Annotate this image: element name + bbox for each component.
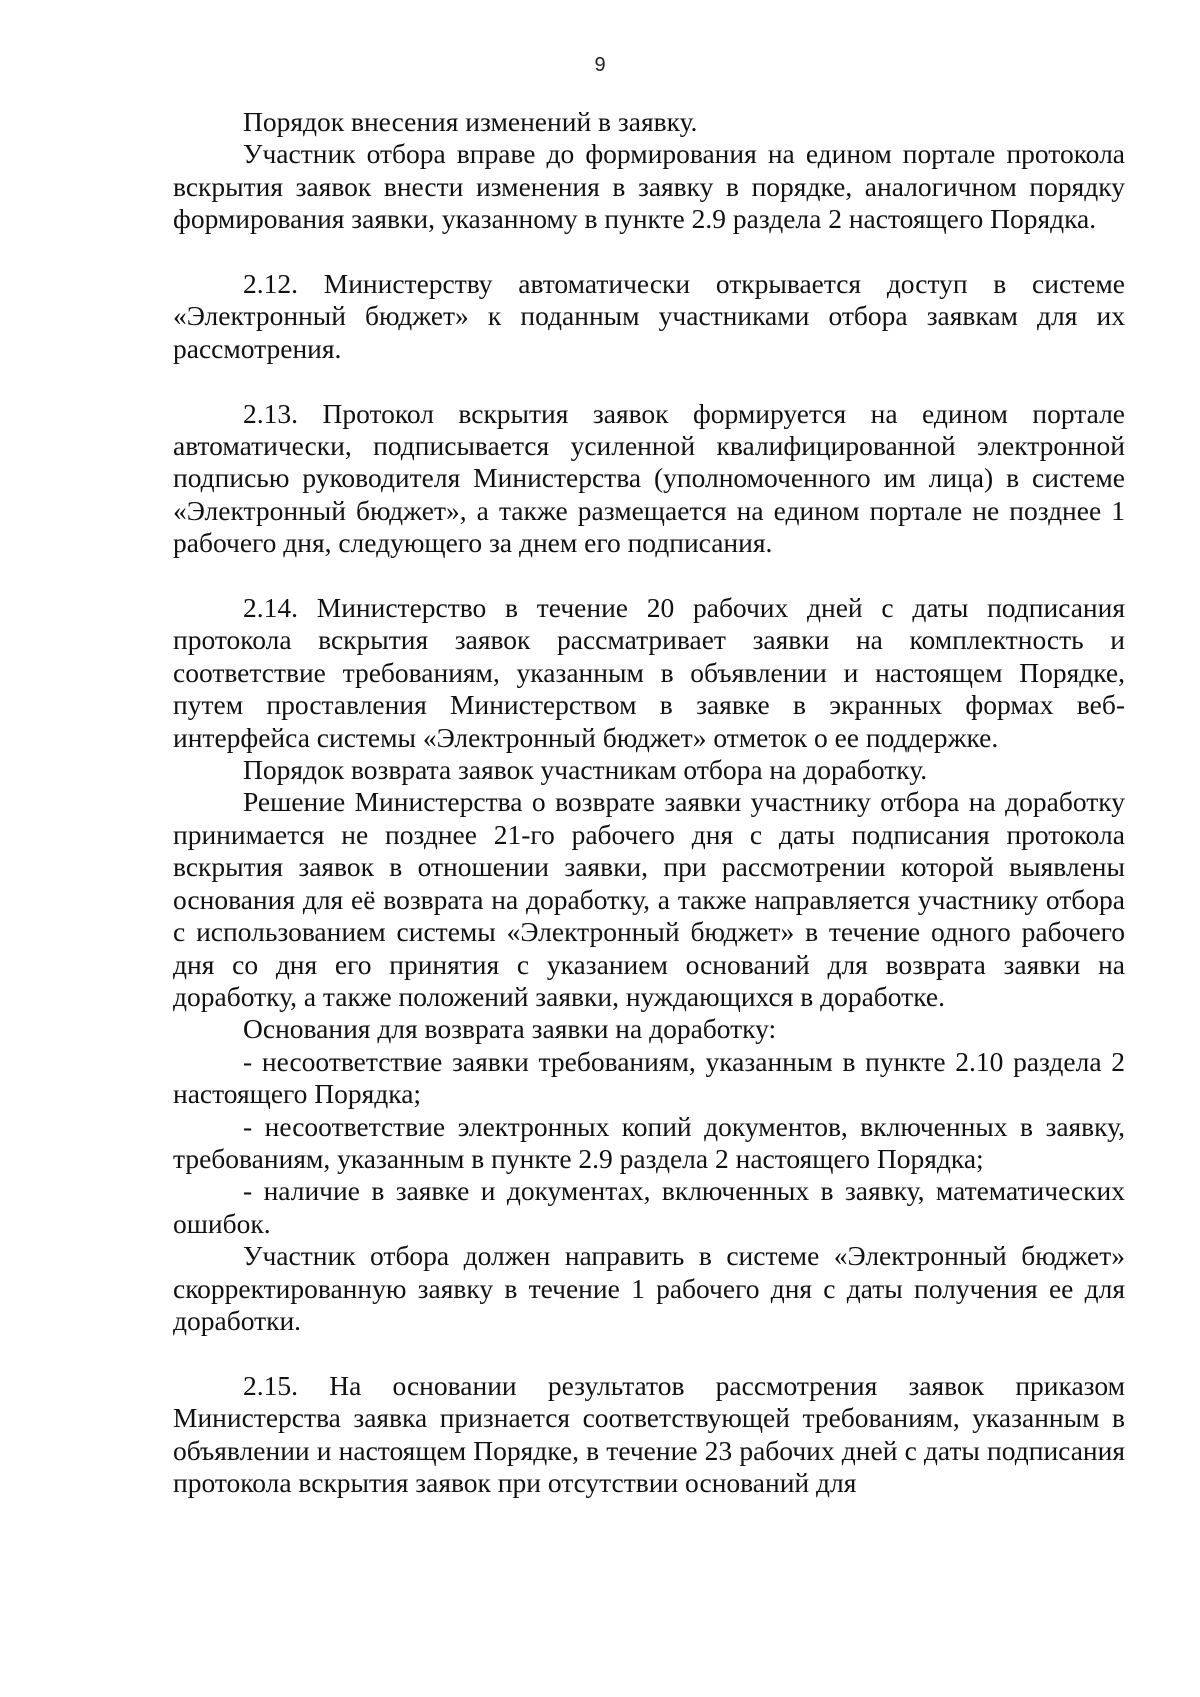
paragraph-6: Порядок возврата заявок участникам отбора на доработку. — [243, 754, 928, 786]
paragraph-3: 2.12. Министерству автоматически открывается доступ в системе «Электронный бюджет» к поданным участниками отбора заявкам для их рассмотрения. — [173, 268, 1125, 364]
paragraph-10: - несоответствие электронных копий документов, включенных в заявку, требованиям, указанным в пункте 2.9 раздела 2 настоящего Порядка; — [173, 1110, 1125, 1174]
paragraph-1: Порядок внесения изменений в заявку. — [243, 106, 698, 137]
paragraph-12: Участник отбора должен направить в системе «Электронный бюджет» скорректированную заявку в течение 1 рабочего дня с даты получения ее для доработки. — [173, 1240, 1125, 1336]
paragraph-11: - наличие в заявке и документах, включенных в заявку, математических ошибок. — [173, 1175, 1125, 1239]
paragraph-13: 2.15. На основании результатов рассмотрения заявок приказом Министерства заявка признается соответствующей требованиям, указанным в объявлении и настоящем Порядке, в течение 23 рабочих дней с даты подписания протокола вскрытия заявок при отсутствии оснований для — [173, 1369, 1125, 1498]
paragraph-2: Участник отбора вправе до формирования на едином портале протокола вскрытия заявок внести изменения в заявку в порядке, аналогичном порядку формирования заявки, указанному в пункте 2.9 раздела 2 настоящего Порядка. — [173, 138, 1125, 235]
paragraph-8: Основания для возврата заявки на доработку: — [243, 1013, 777, 1045]
paragraph-5: 2.14. Министерство в течение 20 рабочих дней с даты подписания протокола вскрытия заявок рассматривает заявки на комплектность и соответствие требованиям, указанным в объявлении и настоящем Порядке, путем проставления Министерством в заявке в экранных формах веб-интерфейса системы «Электронный бюджет» отметок о ее поддержке. — [173, 592, 1125, 753]
page-number: 9 — [594, 54, 606, 76]
paragraph-9: - несоответствие заявки требованиям, указанным в пункте 2.10 раздела 2 настоящего Порядка; — [173, 1045, 1125, 1110]
paragraph-4: 2.13. Протокол вскрытия заявок формируется на едином портале автоматически, подписывается усиленной квалифицированной электронной подписью руководителя Министерства (уполномоченного им лица) в системе «Электронный бюджет», а также размещается на едином портале не позднее 1 рабочего дня, следующего за днем его подписания. — [173, 397, 1125, 559]
document-body — [173, 106, 1125, 1499]
paragraph-7: Решение Министерства о возврате заявки участнику отбора на доработку принимается не позднее 21-го рабочего дня с даты подписания протокола вскрытия заявок в отношении заявки, при рассмотрении которой выявлены основания для её возврата на доработку, а также направляется участнику отбора с использованием системы «Электронный бюджет» в течение одного рабочего дня со дня его принятия с указанием оснований для возврата заявки на доработку, а также положений заявки, нуждающихся в доработке. — [173, 786, 1125, 1012]
